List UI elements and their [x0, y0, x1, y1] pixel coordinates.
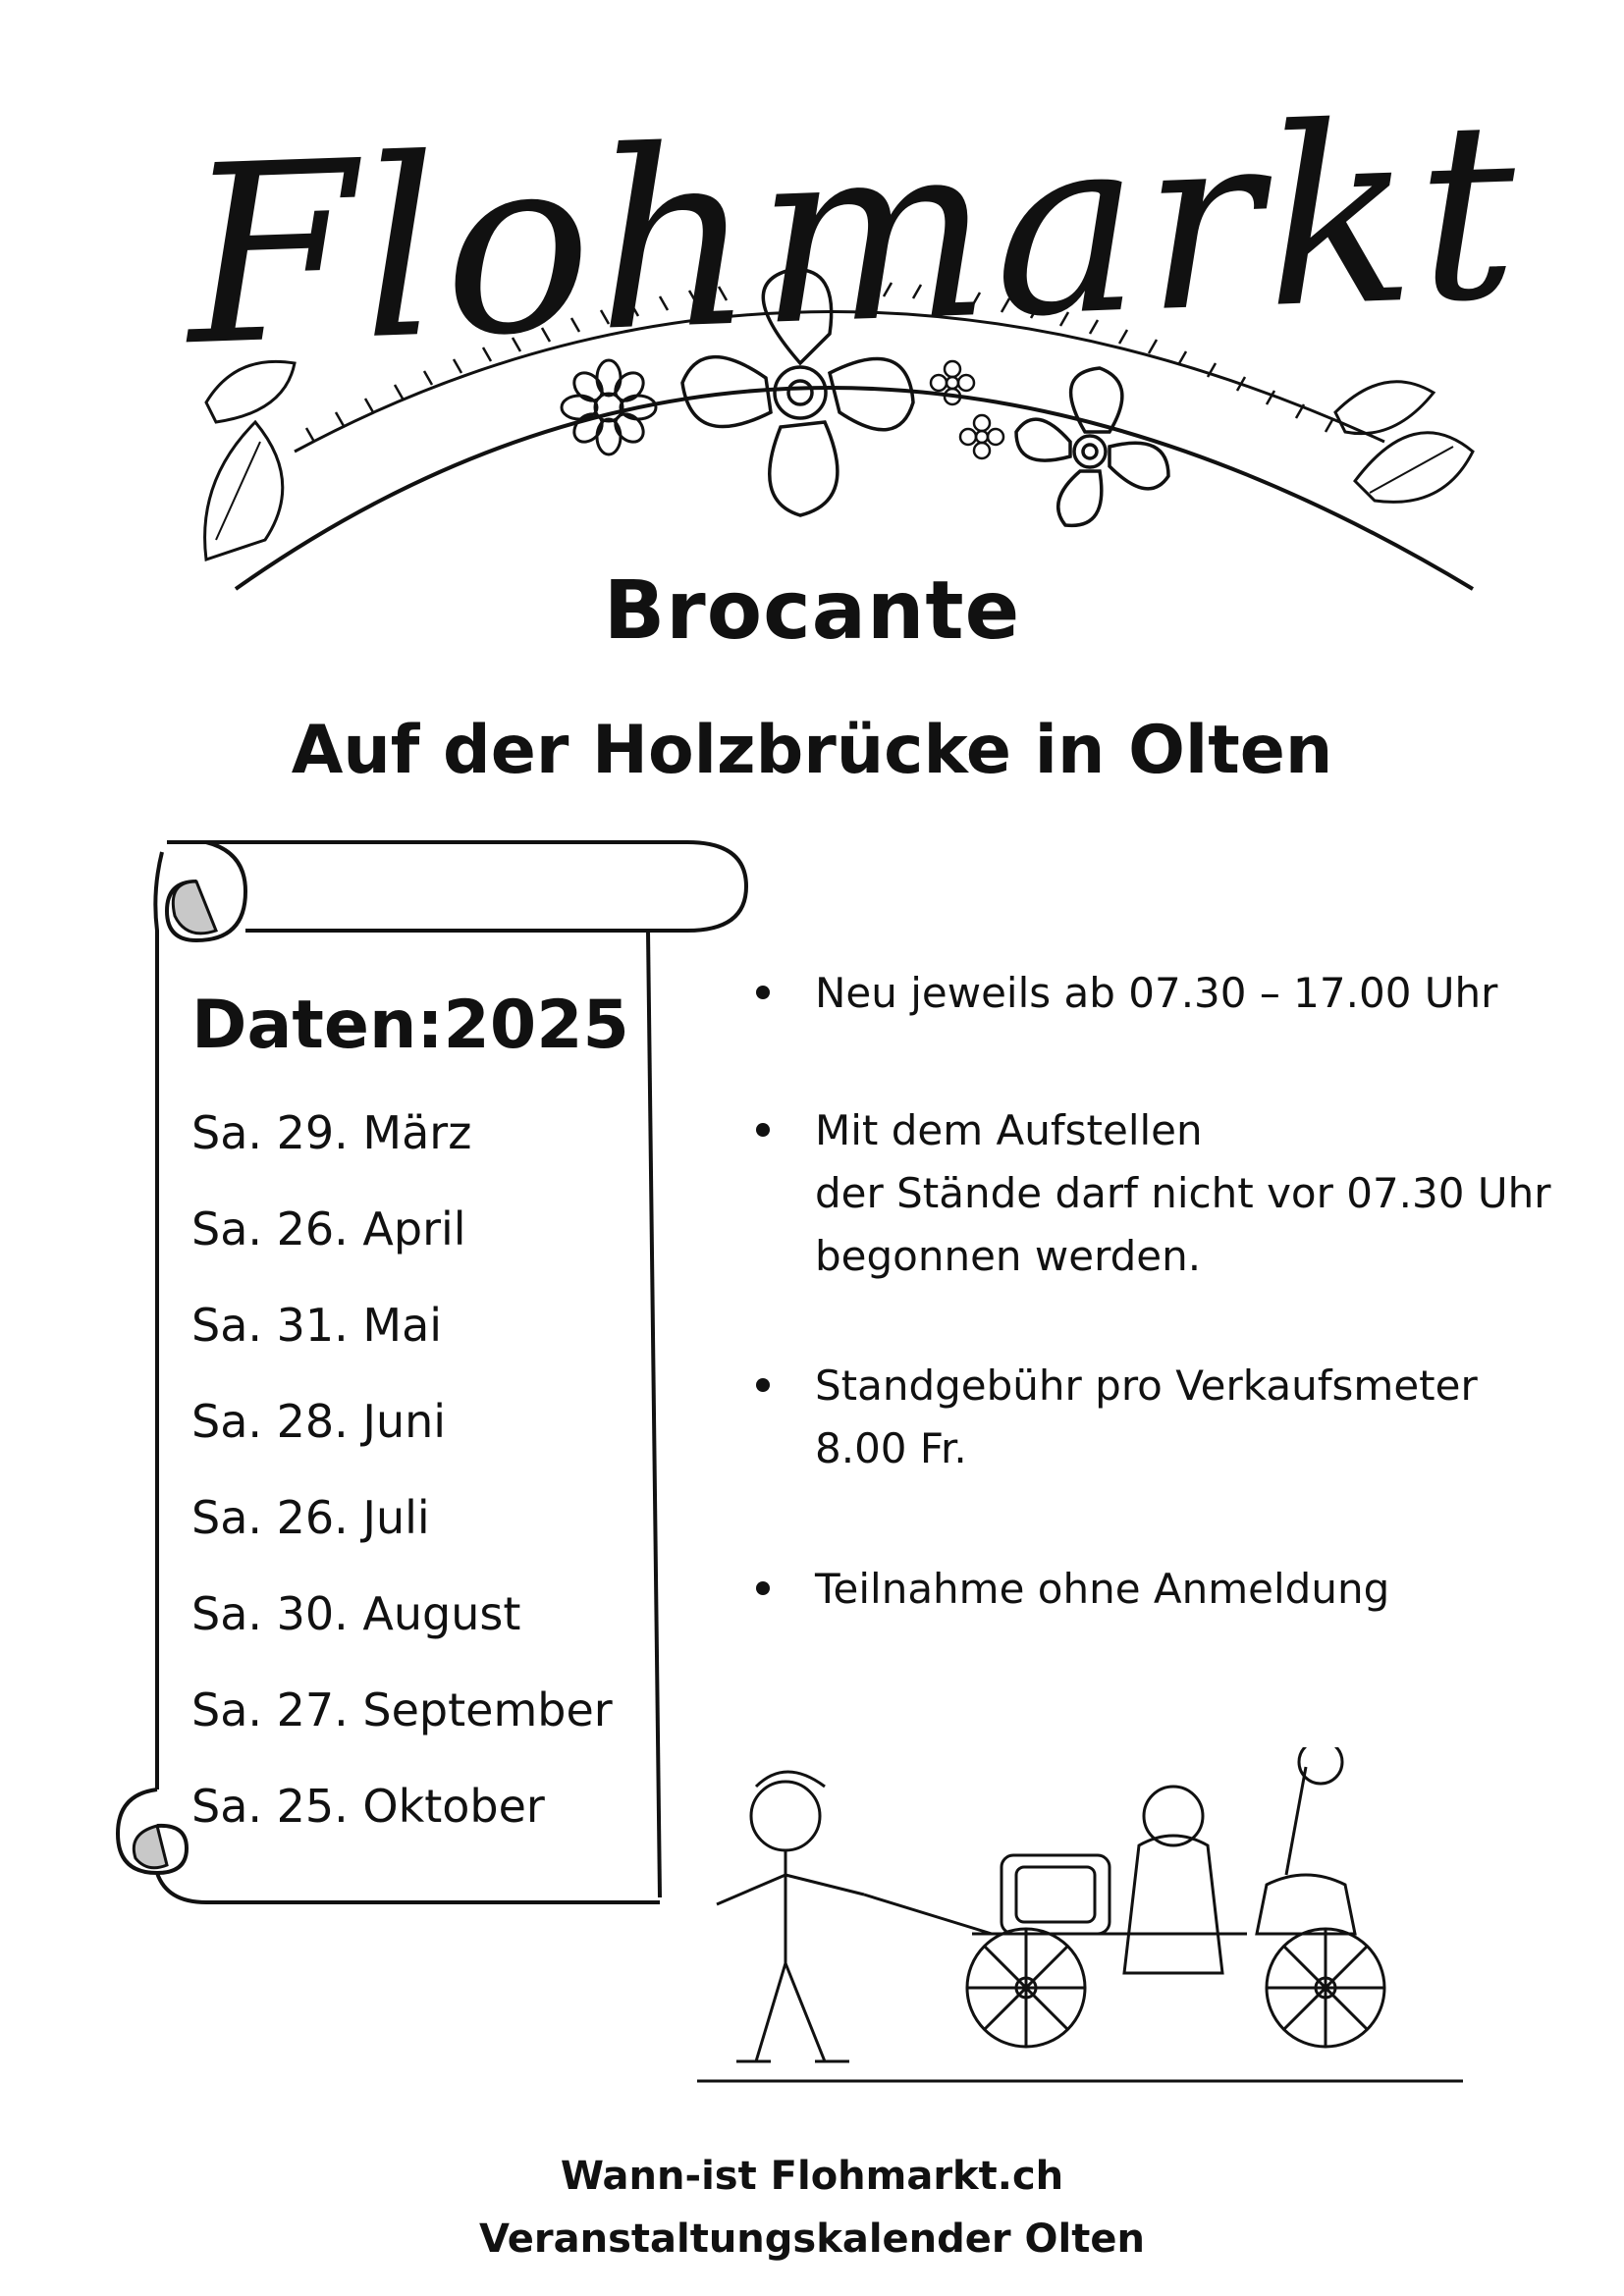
footer-line-calendar: Veranstaltungskalender Olten: [478, 2216, 1145, 2262]
location-heading: Auf der Holzbrücke in Olten: [291, 712, 1333, 789]
bullet-icon: [756, 1581, 770, 1595]
date-item: Sa. 26. April: [191, 1202, 466, 1255]
footer: [0, 2145, 1624, 2270]
bullet-icon: [756, 986, 770, 999]
info-text: Standgebühr pro Verkaufsmeter 8.00 Fr.: [815, 1362, 1478, 1472]
date-item: Sa. 30. August: [191, 1587, 521, 1640]
bullet-icon: [756, 1378, 770, 1392]
info-text: Mit dem Aufstellen der Stände darf nicht vor 07.30 Uhr begonnen werden.: [815, 1106, 1551, 1280]
date-item: Sa. 29. März: [191, 1106, 472, 1159]
subtitle: Brocante: [603, 564, 1021, 658]
date-item: Sa. 31. Mai: [191, 1299, 443, 1352]
dates-title: Daten:2025: [191, 987, 629, 1064]
bullet-icon: [756, 1123, 770, 1137]
flea-market-cart-illustration: [677, 1747, 1483, 2120]
date-item: Sa. 28. Juni: [191, 1395, 447, 1448]
flohmarkt-lettering: Flohmarkt: [182, 68, 1526, 400]
info-text: Teilnahme ohne Anmeldung: [815, 1565, 1390, 1613]
date-item: Sa. 25. Oktober: [191, 1780, 545, 1833]
footer-line-website: Wann-ist Flohmarkt.ch: [560, 2154, 1064, 2199]
dates-list: [191, 987, 663, 1873]
info-text: Neu jeweils ab 07.30 – 17.00 Uhr: [815, 969, 1498, 1017]
date-item: Sa. 27. September: [191, 1683, 613, 1736]
date-item: Sa. 26. Juli: [191, 1491, 430, 1544]
